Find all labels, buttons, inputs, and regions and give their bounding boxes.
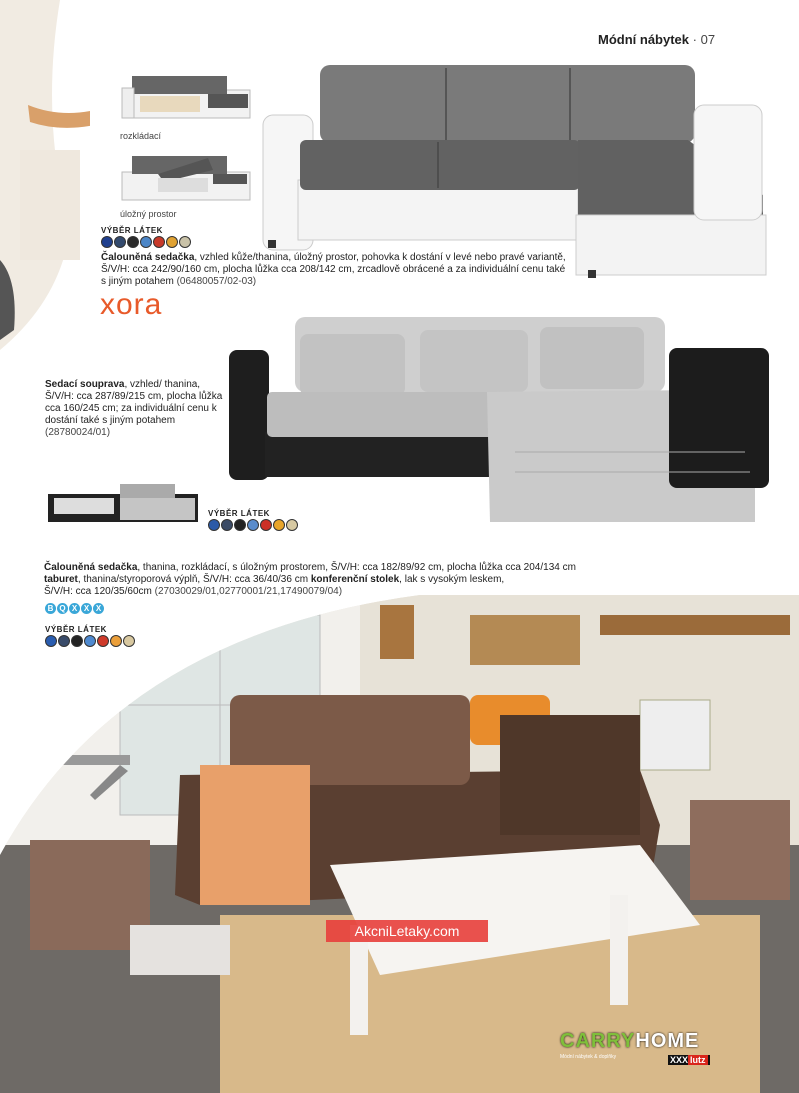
product2-code: (28780024/01): [45, 427, 111, 438]
product3-name: Čalouněná sedačka: [44, 562, 138, 573]
swatch[interactable]: [179, 236, 191, 248]
badge-letter: B: [45, 603, 56, 614]
table-name: konferenční stolek: [310, 574, 400, 585]
header-separator: ·: [692, 32, 697, 47]
product3-line1: [44, 562, 664, 574]
product1-description: [101, 252, 571, 288]
sofa-thumbnail-unfolded: [118, 68, 253, 130]
product1-text: , vzhled kůže/thanina, úložný prostor, pohovka k dostání v levé nebo pravé variantě, Š/V/H: cca 242/90/160 cm, plocha lůžka cca 208/142 cm, zrcadlově obrácené a za individuální cenu také s jiným potahem: [101, 252, 566, 287]
swatch[interactable]: [166, 236, 178, 248]
lutz-text: lutz: [690, 1055, 706, 1065]
badge-letter: X: [69, 603, 80, 614]
product3-code: (27030029/01,02770001/21,17490079/04): [154, 586, 343, 597]
sofa-thumbnail-storage: [118, 148, 253, 210]
badge-letter: X: [93, 603, 104, 614]
product2-text: , vzhled/ thanina, Š/V/H: cca 287/89/215 cm, plocha lůžka cca 160/245 cm; za individuální cenu k dostání také s jiným potahem: [45, 379, 223, 426]
product3-line1-text: , thanina, rozkládací, s úložným prostorem, Š/V/H: cca 182/89/92 cm, plocha lůžka cca 204/134 cm: [137, 562, 576, 573]
product2-name: Sedací souprava: [45, 379, 125, 390]
product2-description: [45, 379, 225, 439]
living-room-photo: [0, 595, 799, 1093]
swatch[interactable]: [247, 519, 259, 531]
section-title: Módní nábytek: [598, 32, 690, 47]
fabric-swatches-2: [208, 519, 298, 531]
page-number: 07: [700, 32, 716, 47]
swatch[interactable]: [208, 519, 220, 531]
product1-code: (06480057/02-03): [176, 276, 257, 287]
logo-tagline: Módní nábytek & doplňky: [560, 1054, 617, 1060]
logo-carry: CARRY: [560, 1030, 636, 1052]
swatch[interactable]: [260, 519, 272, 531]
swatch[interactable]: [286, 519, 298, 531]
swatch[interactable]: [273, 519, 285, 531]
swatch[interactable]: [127, 236, 139, 248]
badge-letter: X: [81, 603, 92, 614]
logo-wordmark: [560, 1030, 699, 1053]
product3-description: [44, 562, 664, 598]
thumb-label-unfolded: rozkládací: [120, 131, 162, 141]
fabric-choice-label-2: VÝBĚR LÁTEK: [208, 509, 270, 518]
badge-letter: Q: [57, 603, 68, 614]
swatch[interactable]: [140, 236, 152, 248]
swatch[interactable]: [221, 519, 233, 531]
taburet-name: taburet: [44, 574, 78, 585]
swatch[interactable]: [153, 236, 165, 248]
fabric-choice-label-3: VÝBĚR LÁTEK: [45, 625, 107, 634]
xxx-text: XXX: [670, 1055, 689, 1065]
swatch[interactable]: [114, 236, 126, 248]
corner-sofa-black-grey-image: [225, 312, 773, 530]
carryhome-logo: [560, 1030, 706, 1065]
watermark-banner: AkcniLetaky.com: [326, 920, 488, 942]
swatch[interactable]: [234, 519, 246, 531]
xora-brand-logo: xora: [100, 288, 163, 321]
fabric-swatches-1: [101, 236, 191, 248]
xxxlutz-badge: [668, 1055, 710, 1065]
taburet-text: , thanina/styroporová výplň, Š/V/H: cca 36/40/36 cm: [77, 574, 309, 585]
thumb-label-storage: úložný prostor: [120, 209, 177, 219]
table-text: , lak s vysokým leskem,: [399, 574, 505, 585]
left-room-photo-fragment: [0, 0, 90, 360]
swatch[interactable]: [101, 236, 113, 248]
product3-dimensions: Š/V/H: cca 120/35/60cm: [44, 586, 152, 597]
product1-name: Čalouněná sedačka: [101, 252, 195, 263]
page-header: [598, 32, 715, 47]
fabric-choice-label-1: VÝBĚR LÁTEK: [101, 226, 163, 235]
logo-home: HOME: [635, 1030, 700, 1052]
sofa-thumbnail-black-unfolded: [44, 480, 200, 530]
product3-line2: [44, 574, 664, 586]
